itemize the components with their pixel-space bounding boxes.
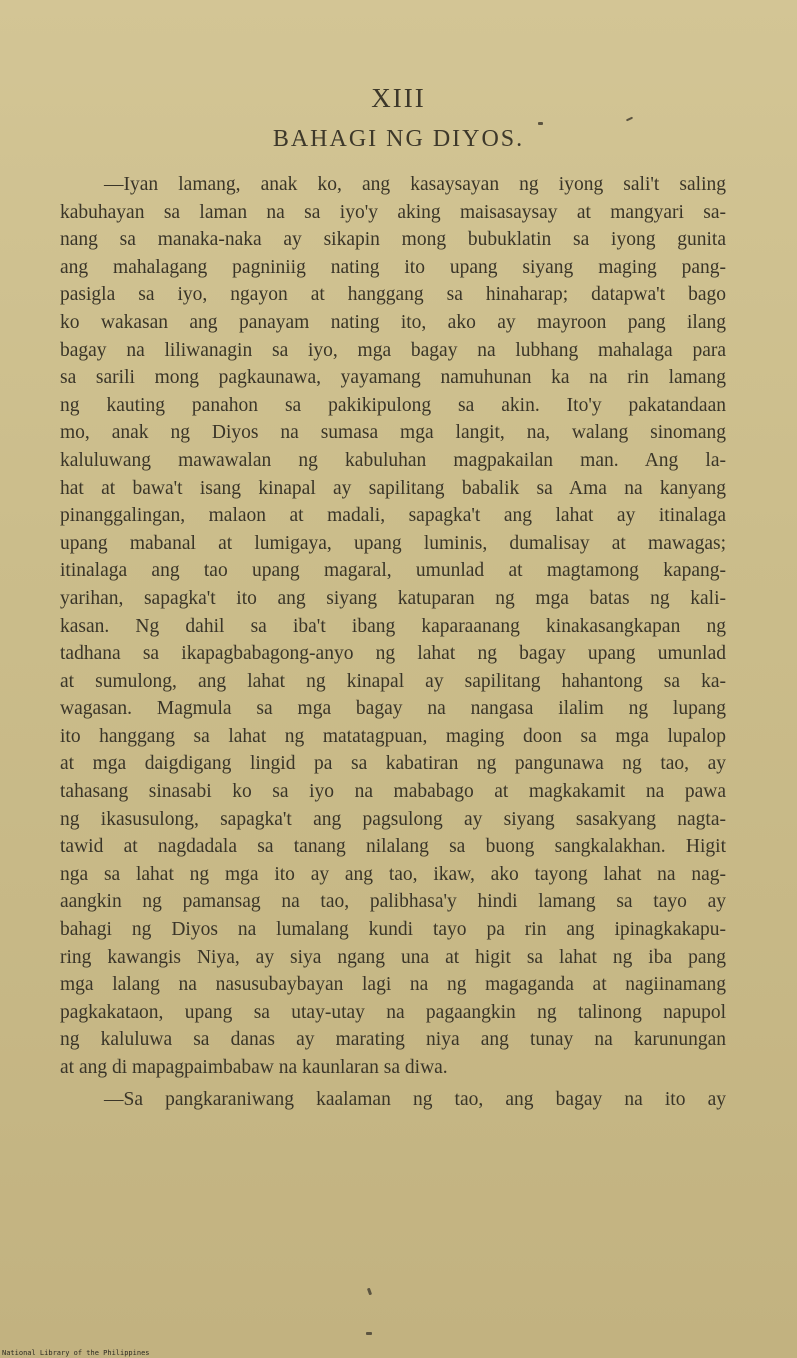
paragraph [60, 171, 726, 1082]
text-line: ng kaluluwa sa danas ay marating niya ang tunay na karunungan [60, 1029, 726, 1051]
chapter-number: XIII [371, 83, 426, 113]
text-line: nga sa lahat ng mga ito ay ang tao, ikaw, ako tayong lahat na nag- [60, 863, 726, 885]
text-line: tadhana sa ikapagbabagong-anyo ng lahat ng bagay upang umunlad [60, 643, 726, 665]
text-line: aangkin ng pamansag na tao, palibhasa'y hindi lamang sa tayo ay [60, 891, 726, 913]
text-line: mo, anak ng Diyos na sumasa mga langit, na, walang sinomang [60, 422, 726, 444]
text-line: kasan. Ng dahil sa iba't ibang kaparaanang kinakasangkapan ng [60, 615, 726, 637]
text-line: upang mabanal at lumigaya, upang luminis, dumalisay at mawagas; [60, 532, 726, 554]
text-line: ng kauting panahon sa pakikipulong sa akin. Ito'y pakatandaan [60, 394, 726, 416]
chapter-title: BAHAGI NG DIYOS. [272, 126, 525, 152]
text-line: ito hanggang sa lahat ng matatagpuan, maging doon sa mga lupalop [60, 725, 726, 747]
paragraph [60, 1086, 726, 1114]
ink-speck [626, 117, 633, 122]
text-line: pagkakataon, upang sa utay-utay na pagaangkin ng talinong napupol [60, 1001, 726, 1023]
text-line: ring kawangis Niya, ay siya ngang una at higit sa lahat ng iba pang [60, 946, 726, 968]
text-line: bagay na liliwanagin sa iyo, mga bagay na lubhang mahalaga para [60, 339, 726, 361]
text-line: mga lalang na nasusubaybayan lagi na ng magaganda at nagiinamang [60, 974, 726, 996]
text-line: pasigla sa iyo, ngayon at hanggang sa hinaharap; datapwa't bago [60, 284, 726, 306]
text-line: ang mahalagang pagniniig nating ito upang siyang maging pang- [60, 256, 726, 278]
text-line: sa sarili mong pagkaunawa, yayamang namuhunan ka na rin lamang [60, 367, 726, 389]
ink-speck [538, 122, 543, 125]
ink-speck [366, 1332, 372, 1335]
text-line: kaluluwang mawawalan ng kabuluhan magpakailan man. Ang la- [60, 449, 726, 471]
text-line: —Iyan lamang, anak ko, ang kasaysayan ng iyong sali't saling [104, 174, 726, 195]
text-line: nang sa manaka-naka ay sikapin mong bubuklatin sa iyong gunita [60, 229, 726, 251]
text-line: tahasang sinasabi ko sa iyo na mababago at magkakamit na pawa [60, 781, 726, 803]
text-line: itinalaga ang tao upang magaral, umunlad at magtamong kapang- [60, 560, 726, 582]
text-line: at sumulong, ang lahat ng kinapal ay sapilitang hahantong sa ka- [60, 670, 726, 692]
text-line: ko wakasan ang panayam nating ito, ako ay mayroon pang ilang [60, 311, 726, 333]
text-line: pinanggalingan, malaon at madali, sapagka't ang lahat ay itinalaga [60, 505, 726, 527]
text-line: at mga daigdigang lingid pa sa kabatiran ng pangunawa ng tao, ay [60, 753, 726, 775]
text-line: —Sa pangkaraniwang kaalaman ng tao, ang bagay na ito ay [104, 1088, 726, 1110]
text-line: yarihan, sapagka't ito ang siyang katuparan ng mga batas ng kali- [60, 587, 726, 609]
text-line: tawid at nagdadala sa tanang nilalang sa buong sangkalakhan. Higit [60, 836, 726, 858]
ink-speck [367, 1288, 372, 1296]
text-line: ng ikasusulong, sapagka't ang pagsulong ay siyang sasakyang nagta- [60, 808, 726, 830]
text-line: at ang di mapagpaimbabaw na kaunlaran sa diwa. [60, 1057, 448, 1078]
body-text [60, 171, 726, 1113]
text-line: kabuhayan sa laman na sa iyo'y aking maisasaysay at mangyari sa- [60, 201, 726, 223]
footer-credit: National Library of the Philippines [2, 1349, 150, 1357]
text-line: hat at bawa't isang kinapal ay sapilitang babalik sa Ama na kanyang [60, 477, 726, 499]
text-line: bahagi ng Diyos na lumalang kundi tayo pa rin ang ipinagkakapu- [60, 919, 726, 941]
text-line: wagasan. Magmula sa mga bagay na nangasa ilalim ng lupang [60, 698, 726, 720]
